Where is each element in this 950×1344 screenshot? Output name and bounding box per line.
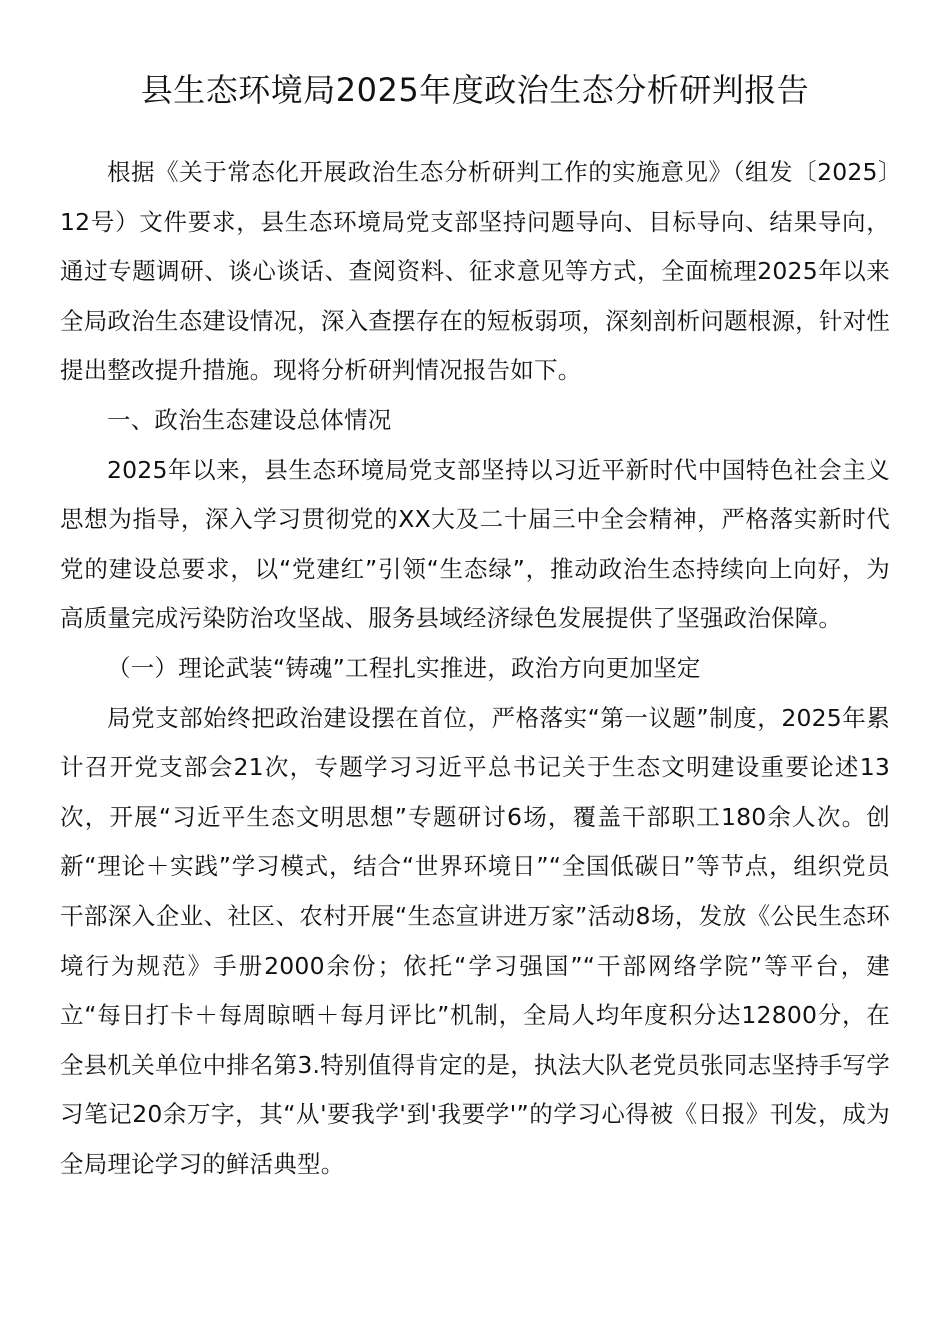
theory-paragraph: 局党支部始终把政治建设摆在首位，严格落实“第一议题”制度，2025年累计召开党支部会21次，专题学习习近平总书记关于生态文明建设重要论述13次，开展“习近平生态文明思想”专题研讨6场，覆盖干部职工180余人次。创新“理论＋实践”学习模式，结合“世界环境日”“全国低碳日”等节点，组织党员干部深入企业、社区、农村开展“生态宣讲进万家”活动8场，发放《公民生态环境行为规范》手册2000余份；依托“学习强国”“干部网络学院”等平台，建立“每日打卡＋每周晾晒＋每月评比”机制，全局人均年度积分达12800分，在全县机关单位中排名第3.特别值得肯定的是，执法大队老党员张同志坚持手写学习笔记20余万字，其“从'要我学'到'我要学'”的学习心得被《日报》刊发，成为全局理论学习的鲜活典型。 [60,703,890,1178]
section-heading-1: 一、政治生态建设总体情况 [107,405,392,434]
subsection-heading-1: （一）理论武装“铸魂”工程扎实推进，政治方向更加坚定 [107,653,701,682]
intro-paragraph: 根据《关于常态化开展政治生态分析研判工作的实施意见》（组发〔2025〕12号）文件要求，县生态环境局党支部坚持问题导向、目标导向、结果导向，通过专题调研、谈心谈话、查阅资料、征求意见等方式，全面梳理2025年以来全局政治生态建设情况，深入查摆存在的短板弱项，深刻剖析问题根源，针对性提出整改提升措施。现将分析研判情况报告如下。 [60,158,890,385]
document-body [60,148,890,1189]
document-title: 县生态环境局2025年度政治生态分析研判报告 [140,71,810,109]
overview-paragraph: 2025年以来，县生态环境局党支部坚持以习近平新时代中国特色社会主义思想为指导，深入学习贯彻党的XX大及二十届三中全会精神，严格落实新时代党的建设总要求，以“党建红”引领“生态绿”，推动政治生态持续向上向好，为高质量完成污染防治攻坚战、服务县域经济绿色发展提供了坚强政治保障。 [60,455,890,633]
